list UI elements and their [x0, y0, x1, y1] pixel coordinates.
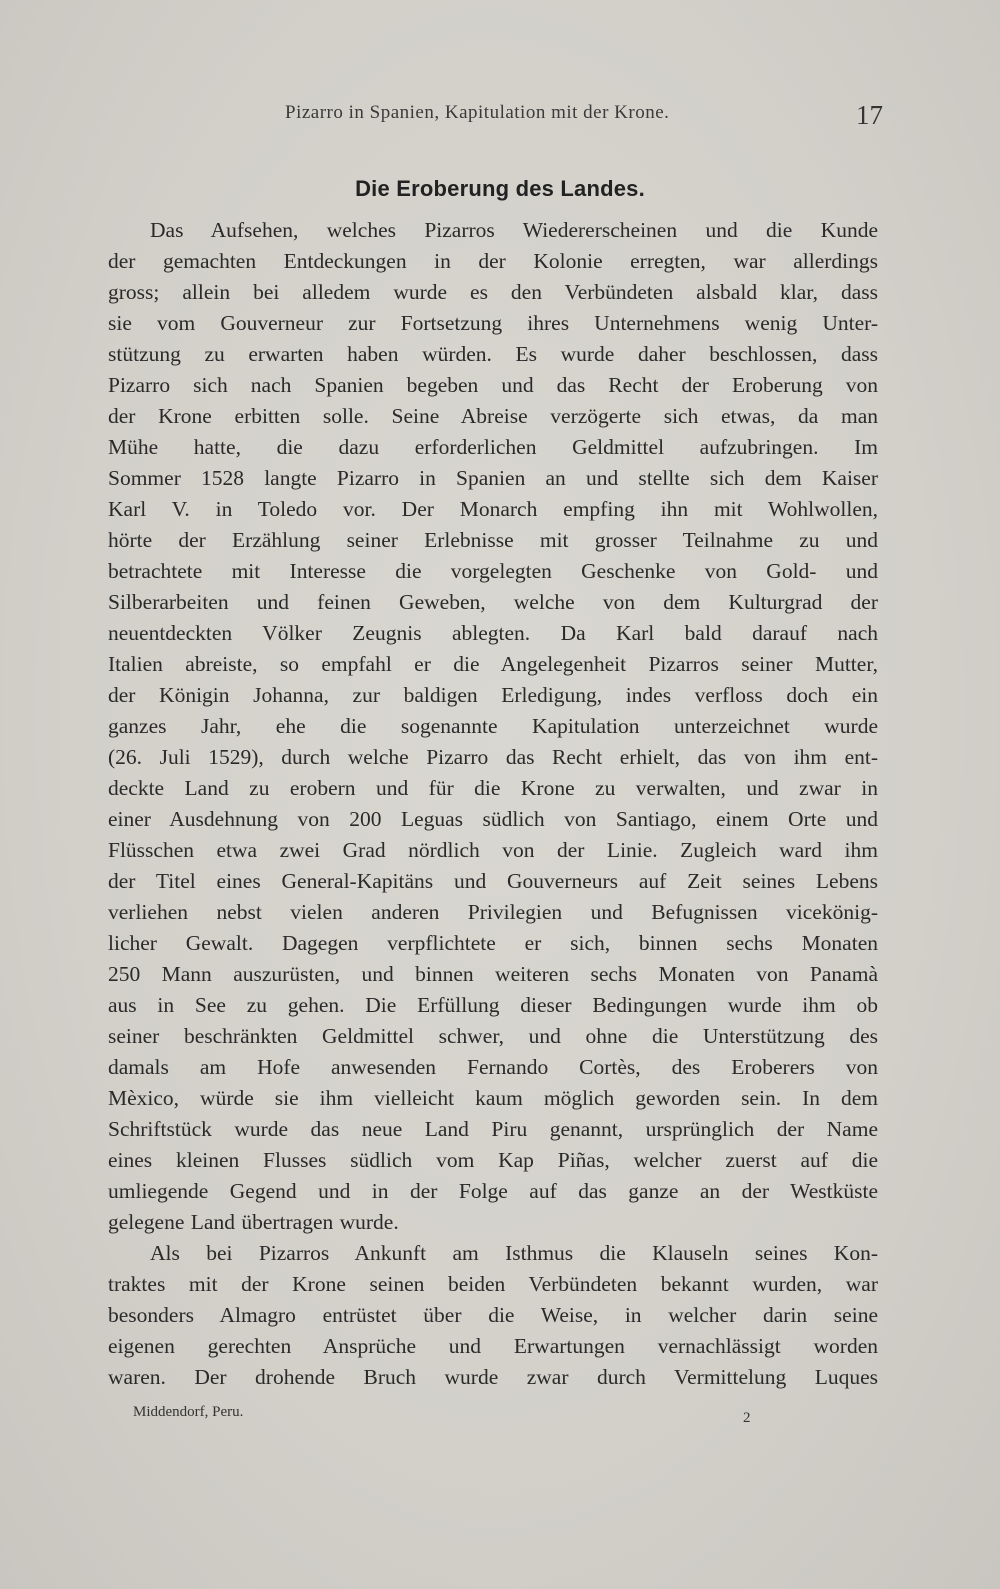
text-line: stützung zu erwarten haben würden. Es wurde daher beschlossen, dass [108, 342, 878, 366]
text-line: gross; allein bei alledem wurde es den Verbündeten alsbald klar, dass [108, 280, 878, 304]
page-number: 17 [856, 100, 883, 130]
chapter-title: Die Eroberung des Landes. [355, 176, 645, 201]
footer-source: Middendorf, Peru. [133, 1404, 244, 1420]
text-line: Schriftstück wurde das neue Land Piru genannt, ursprünglich der Name [108, 1117, 878, 1141]
text-line: ganzes Jahr, ehe die sogenannte Kapitulation unterzeichnet wurde [108, 714, 878, 738]
text-line: Als bei Pizarros Ankunft am Isthmus die Klauseln seines Kon- [150, 1241, 878, 1265]
text-line: hörte der Erzählung seiner Erlebnisse mit grosser Teilnahme zu und [108, 528, 878, 552]
text-line: besonders Almagro entrüstet über die Weise, in welcher darin seine [108, 1303, 878, 1327]
text-line: der gemachten Entdeckungen in der Kolonie erregten, war allerdings [108, 249, 878, 273]
text-line: Das Aufsehen, welches Pizarros Wiedererscheinen und die Kunde [150, 218, 878, 242]
text-line: damals am Hofe anwesenden Fernando Cortès, des Eroberers von [108, 1055, 878, 1079]
text-line: der Krone erbitten solle. Seine Abreise verzögerte sich etwas, da man [108, 404, 878, 428]
text-line: (26. Juli 1529), durch welche Pizarro das Recht erhielt, das von ihm ent- [108, 745, 878, 769]
body-text [108, 215, 878, 1393]
text-line: waren. Der drohende Bruch wurde zwar durch Vermittelung Luques [108, 1365, 878, 1389]
text-line: umliegende Gegend und in der Folge auf das ganze an der Westküste [108, 1179, 878, 1203]
footer-signature: 2 [743, 1410, 751, 1426]
text-line: traktes mit der Krone seinen beiden Verbündeten bekannt wurden, war [108, 1272, 878, 1296]
text-line: eines kleinen Flusses südlich vom Kap Piñas, welcher zuerst auf die [108, 1148, 878, 1172]
text-line: einer Ausdehnung von 200 Leguas südlich von Santiago, einem Orte und [108, 807, 878, 831]
text-line: Mühe hatte, die dazu erforderlichen Geldmittel aufzubringen. Im [108, 435, 878, 459]
text-line: Sommer 1528 langte Pizarro in Spanien an und stellte sich dem Kaiser [108, 466, 878, 490]
text-line: licher Gewalt. Dagegen verpflichtete er sich, binnen sechs Monaten [108, 931, 878, 955]
text-line: betrachtete mit Interesse die vorgelegten Geschenke von Gold- und [108, 559, 878, 583]
page-footer [0, 1404, 1000, 1434]
text-line: 250 Mann auszurüsten, und binnen weiteren sechs Monaten von Panamà [108, 962, 878, 986]
text-line: Italien abreiste, so empfahl er die Angelegenheit Pizarros seiner Mutter, [108, 652, 878, 676]
running-title: Pizarro in Spanien, Kapitulation mit der Krone. [285, 102, 670, 123]
text-line: Karl V. in Toledo vor. Der Monarch empfing ihn mit Wohlwollen, [108, 497, 878, 521]
text-line: gelegene Land übertragen wurde. [108, 1210, 399, 1234]
text-line: verliehen nebst vielen anderen Privilegien und Befugnissen vicekönig- [108, 900, 878, 924]
text-line: Silberarbeiten und feinen Geweben, welche von dem Kulturgrad der [108, 590, 878, 614]
text-line: deckte Land zu erobern und für die Krone zu verwalten, und zwar in [108, 776, 878, 800]
text-line: Flüsschen etwa zwei Grad nördlich von der Linie. Zugleich ward ihm [108, 838, 878, 862]
text-line: eigenen gerechten Ansprüche und Erwartungen vernachlässigt worden [108, 1334, 878, 1358]
text-line: aus in See zu gehen. Die Erfüllung dieser Bedingungen wurde ihm ob [108, 993, 878, 1017]
text-line: der Titel eines General-Kapitäns und Gouverneurs auf Zeit seines Lebens [108, 869, 878, 893]
text-line: der Königin Johanna, zur baldigen Erledigung, indes verfloss doch ein [108, 683, 878, 707]
text-line: neuentdeckten Völker Zeugnis ablegten. Da Karl bald darauf nach [108, 621, 878, 645]
text-line: sie vom Gouverneur zur Fortsetzung ihres Unternehmens wenig Unter- [108, 311, 878, 335]
text-line: seiner beschränkten Geldmittel schwer, und ohne die Unterstützung des [108, 1024, 878, 1048]
text-line: Mèxico, würde sie ihm vielleicht kaum möglich geworden sein. In dem [108, 1086, 878, 1110]
text-line: Pizarro sich nach Spanien begeben und das Recht der Eroberung von [108, 373, 878, 397]
running-head [0, 102, 1000, 132]
